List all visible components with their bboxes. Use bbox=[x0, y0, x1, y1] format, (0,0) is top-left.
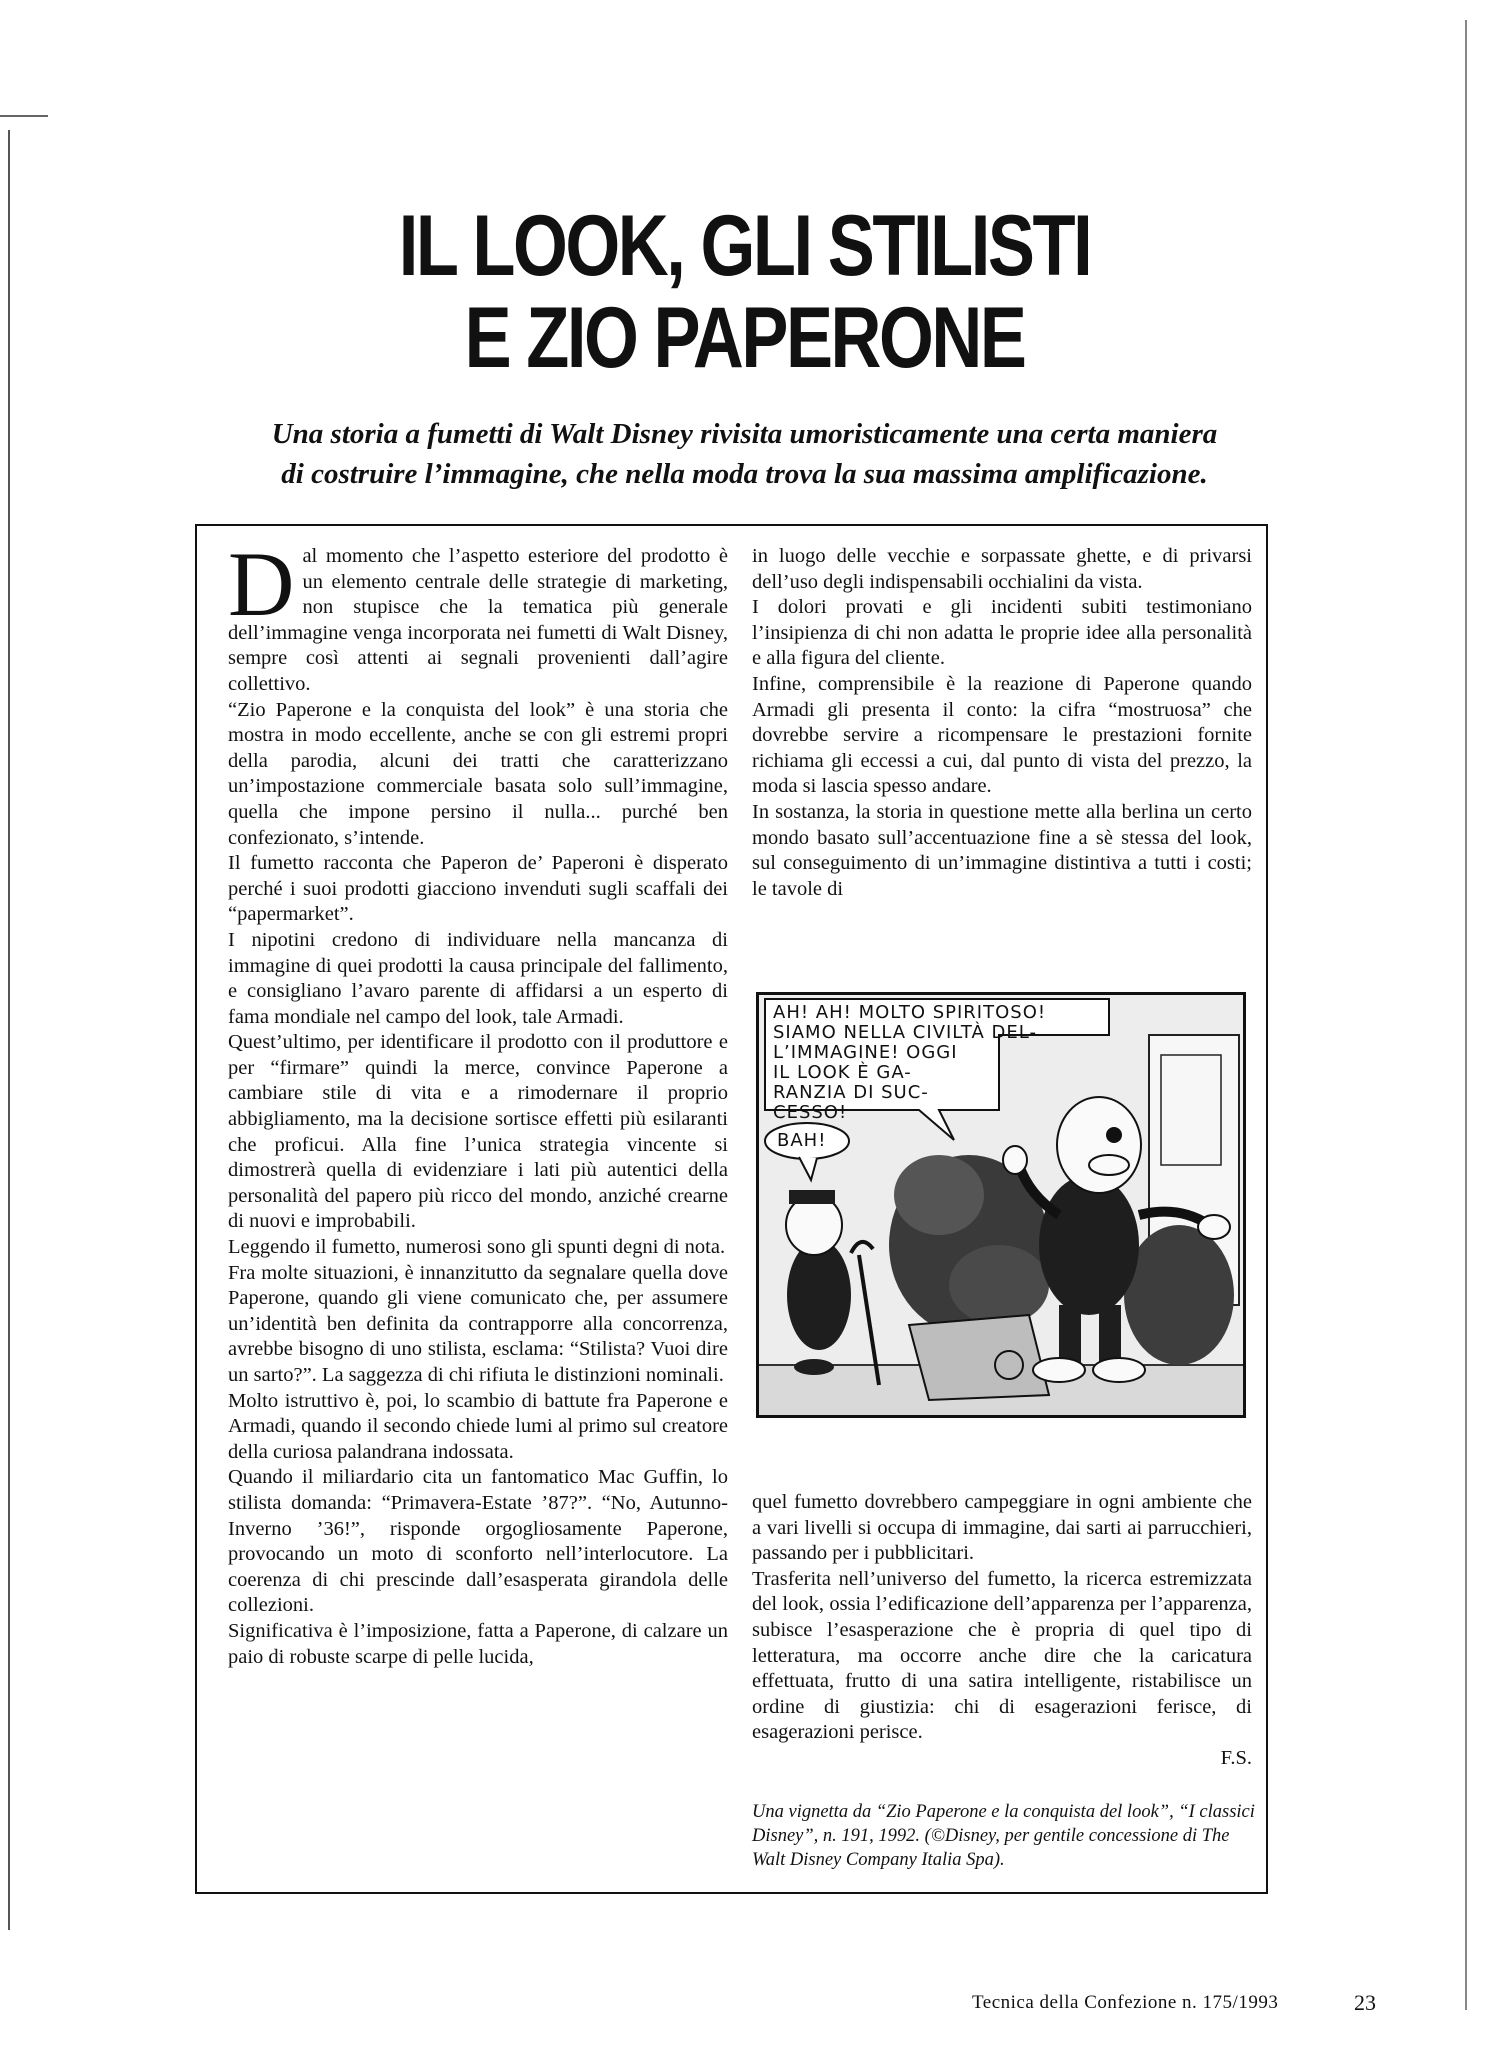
comic-panel-illustration bbox=[756, 992, 1246, 1418]
paragraph: I nipotini credono di individuare nella mancanza di immagine di quei prodotti la causa principale del fallimento, e consigliano l’avaro parente di affidarsi a un esperto di fama mondiale nel campo del look, tale Armadi. bbox=[228, 928, 728, 1028]
body-column-right-top bbox=[752, 544, 1252, 902]
drop-cap: D bbox=[228, 533, 295, 635]
scan-edge-top bbox=[0, 115, 48, 117]
paragraph: “Zio Paperone e la conquista del look” è una storia che mostra in modo eccellente, anche se con gli estremi propri della parodia, alcuni dei tratti che caratterizzano un’impostazione commerciale basata solo sull’immagine, quella che impone persino il nulla... purché ben confezionato, s’intende. bbox=[228, 698, 728, 849]
scan-edge-right bbox=[1465, 20, 1467, 2010]
paragraph: Leggendo il fumetto, numerosi sono gli spunti degni di nota. bbox=[228, 1236, 726, 1259]
speech-balloon-paperone: BAH! bbox=[777, 1130, 827, 1151]
title-line-1: IL LOOK, GLI STILISTI bbox=[398, 198, 1091, 294]
paragraph bbox=[228, 533, 728, 698]
paragraph: Quando il miliardario cita un fantomatico Mac Guffin, lo stilista domanda: “Primavera-Estate ’87?”. “No, Autunno-Inverno ’36!”, risponde orgogliosamente Paperone, provocando un moto di sconforto nell’interlocutore. La coerenza di chi prescinde dall’esasperata girandola delle collezioni. bbox=[228, 1466, 728, 1617]
balloon-line: SIAMO NELLA CIVILTÀ DEL- bbox=[773, 1022, 1037, 1043]
paragraph: I dolori provati e gli incidenti subiti testimoniano l’insipienza di chi non adatta le proprie idee alla personalità e alla figura del cliente. bbox=[752, 596, 1252, 670]
subtitle-line-2: di costruire l’immagine, che nella moda trova la sua massima amplificazione. bbox=[281, 458, 1208, 490]
paragraph: In sostanza, la storia in questione mette alla berlina un certo mondo basato sull’accentuazione fine a sè stessa del look, sul conseguimento di un’immagine distintiva a tutti i costi; le tavole di bbox=[752, 800, 1252, 900]
balloon-line: RANZIA DI SUC- bbox=[773, 1082, 929, 1103]
paragraph: Significativa è l’imposizione, fatta a Paperone, di calzare un paio di robuste scarpe di pelle lucida, bbox=[228, 1619, 728, 1668]
body-column-left bbox=[228, 533, 728, 1670]
author-signature: F.S. bbox=[1220, 1746, 1252, 1769]
subtitle-line-1: Una storia a fumetti di Walt Disney rivisita umoristicamente una certa maniera bbox=[271, 418, 1218, 450]
page-number: 23 bbox=[1354, 1990, 1376, 2015]
paragraph: quel fumetto dovrebbero campeggiare in ogni ambiente che a vari livelli si occupa di immagine, dai sarti ai parrucchieri, passando per i pubblicitari. bbox=[752, 1491, 1252, 1565]
figure-caption: Una vignetta da “Zio Paperone e la conquista del look”, “I classici Disney”, n. 191, 1992. (©Disney, per gentile concessione di The Walt Disney Company Italia Spa). bbox=[752, 1802, 1255, 1870]
title-line-2: E ZIO PAPERONE bbox=[464, 290, 1025, 386]
scan-edge-left bbox=[8, 130, 10, 1930]
article-subtitle bbox=[0, 414, 1489, 494]
paragraph: Molto istruttivo è, poi, lo scambio di battute fra Paperone e Armadi, quando il secondo chiede lumi al primo sul creatore della curiosa palandrana indossata. bbox=[228, 1389, 728, 1463]
article-title bbox=[134, 200, 1355, 384]
paragraph: Il fumetto racconta che Paperon de’ Paperoni è disperato perché i suoi prodotti giacciono invenduti sugli scaffali dei “papermarket”. bbox=[228, 852, 728, 926]
body-column-right-bottom bbox=[752, 1490, 1252, 1772]
publication-footer: Tecnica della Confezione n. 175/1993 bbox=[972, 1992, 1279, 2013]
paragraph: Infine, comprensibile è la reazione di Paperone quando Armadi gli presenta il conto: la cifra “mostruosa” che dovrebbe servire a ricompensare le prestazioni fornite richiama gli eccessi a cui, dal punto di vista del prezzo, la moda si lascia spesso andare. bbox=[752, 672, 1252, 798]
paragraph: in luogo delle vecchie e sorpassate ghette, e di privarsi dell’uso degli indispensabili occhialini da vista. bbox=[752, 545, 1252, 593]
paragraph: Quest’ultimo, per identificare il prodotto con il produttore e per “firmare” quindi la merce, convince Paperone a cambiare stile di vita e a rimodernare il proprio abbigliamento, ma la decisione sortisce effetti più esilaranti che proficui. Alla fine l’unica strategia vincente si dimostrerà quella di evidenziare i lati più autentici della personalità del papero più ricco del mondo, anziché crearne di nuovi e improbabili. bbox=[228, 1031, 728, 1233]
paragraph-text: al momento che l’aspetto esteriore del prodotto è un elemento centrale delle strategie di marketing, non stupisce che la tematica più generale dell’immagine venga incorporata nei fumetti di Walt Disney, sempre così attenti ai segnali provenienti dall’agire collettivo. bbox=[228, 545, 728, 695]
balloon-line: L’IMMAGINE! OGGI bbox=[773, 1042, 958, 1063]
balloon-line: CESSO! bbox=[773, 1102, 848, 1123]
balloon-line: IL LOOK È GA- bbox=[773, 1062, 912, 1083]
balloon-line: AH! AH! MOLTO SPIRITOSO! bbox=[773, 1002, 1047, 1023]
paragraph: Fra molte situazioni, è innanzitutto da segnalare quella dove Paperone, quando gli viene comunicato che, per assumere un’identità ben definita da contrapporre alla concorrenza, avrebbe bisogno di uno stilista, esclama: “Stilista? Vuoi dire un sarto?”. La saggezza di chi rifiuta le distinzioni nominali. bbox=[228, 1261, 728, 1386]
paragraph: Trasferita nell’universo del fumetto, la ricerca estremizzata del look, ossia l’edificazione dell’apparenza per l’apparenza, subisce l’esasperazione che è propria di quel tipo di letteratura, ma occorre anche dire che la caricatura effettuata, frutto di una satira intelligente, ristabilisce un ordine di giustizia: chi di esagerazioni ferisce, di esagerazioni perisce. bbox=[752, 1567, 1252, 1744]
speech-balloon-armadi bbox=[773, 1003, 1103, 1123]
